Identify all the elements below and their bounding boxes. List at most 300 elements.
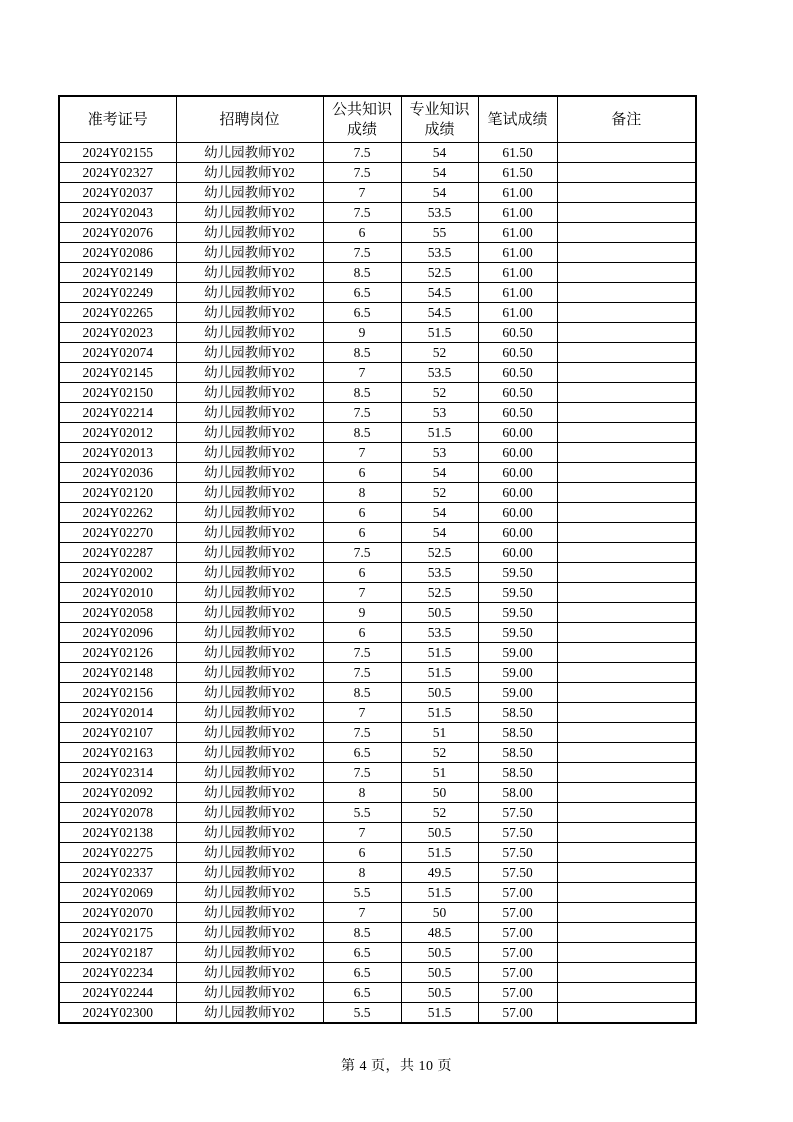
remarks-cell — [557, 143, 696, 163]
position-cell: 幼儿园教师Y02 — [176, 543, 323, 563]
public-score-cell: 6.5 — [323, 983, 401, 1003]
professional-score-cell: 49.5 — [401, 863, 478, 883]
header-position: 招聘岗位 — [176, 96, 323, 143]
public-score-cell: 7 — [323, 183, 401, 203]
exam-id-cell: 2024Y02163 — [59, 743, 176, 763]
written-score-cell: 60.00 — [478, 443, 557, 463]
written-score-cell: 59.00 — [478, 663, 557, 683]
table-row — [59, 463, 696, 483]
table-row — [59, 223, 696, 243]
remarks-cell — [557, 923, 696, 943]
page-number: 第 4 页，共 10 页 — [341, 1059, 452, 1074]
remarks-cell — [557, 223, 696, 243]
remarks-cell — [557, 943, 696, 963]
position-cell: 幼儿园教师Y02 — [176, 163, 323, 183]
public-score-cell: 8 — [323, 483, 401, 503]
position-cell: 幼儿园教师Y02 — [176, 763, 323, 783]
position-cell: 幼儿园教师Y02 — [176, 883, 323, 903]
written-score-cell: 59.50 — [478, 603, 557, 623]
table-row — [59, 603, 696, 623]
position-cell: 幼儿园教师Y02 — [176, 623, 323, 643]
position-cell: 幼儿园教师Y02 — [176, 563, 323, 583]
position-cell: 幼儿园教师Y02 — [176, 463, 323, 483]
position-cell: 幼儿园教师Y02 — [176, 803, 323, 823]
exam-id-cell: 2024Y02070 — [59, 903, 176, 923]
table-row — [59, 643, 696, 663]
header-exam-id: 准考证号 — [59, 96, 176, 143]
exam-id-cell: 2024Y02037 — [59, 183, 176, 203]
professional-score-cell: 53 — [401, 403, 478, 423]
position-cell: 幼儿园教师Y02 — [176, 983, 323, 1003]
professional-score-cell: 54 — [401, 183, 478, 203]
public-score-cell: 7.5 — [323, 543, 401, 563]
written-score-cell: 57.00 — [478, 883, 557, 903]
professional-score-cell: 50 — [401, 783, 478, 803]
public-score-cell: 6.5 — [323, 943, 401, 963]
table-row — [59, 903, 696, 923]
public-score-cell: 7.5 — [323, 643, 401, 663]
position-cell: 幼儿园教师Y02 — [176, 263, 323, 283]
remarks-cell — [557, 703, 696, 723]
position-cell: 幼儿园教师Y02 — [176, 303, 323, 323]
professional-score-cell: 51.5 — [401, 703, 478, 723]
table-row — [59, 143, 696, 163]
professional-score-cell: 50.5 — [401, 823, 478, 843]
exam-id-cell: 2024Y02148 — [59, 663, 176, 683]
header-public-knowledge-score: 公共知识 成绩 — [323, 96, 401, 143]
remarks-cell — [557, 343, 696, 363]
table-row — [59, 483, 696, 503]
position-cell: 幼儿园教师Y02 — [176, 603, 323, 623]
exam-id-cell: 2024Y02156 — [59, 683, 176, 703]
written-score-cell: 59.00 — [478, 683, 557, 703]
exam-id-cell: 2024Y02300 — [59, 1003, 176, 1024]
written-score-cell: 61.00 — [478, 303, 557, 323]
table-row — [59, 983, 696, 1003]
header-row — [59, 96, 696, 143]
public-score-cell: 6 — [323, 223, 401, 243]
public-score-cell: 6 — [323, 843, 401, 863]
position-cell: 幼儿园教师Y02 — [176, 783, 323, 803]
remarks-cell — [557, 183, 696, 203]
professional-score-cell: 51.5 — [401, 883, 478, 903]
public-score-cell: 8 — [323, 863, 401, 883]
professional-score-cell: 50 — [401, 903, 478, 923]
position-cell: 幼儿园教师Y02 — [176, 943, 323, 963]
written-score-cell: 61.00 — [478, 263, 557, 283]
score-table-body — [59, 143, 696, 1024]
public-score-cell: 7.5 — [323, 663, 401, 683]
exam-id-cell: 2024Y02270 — [59, 523, 176, 543]
professional-score-cell: 51 — [401, 763, 478, 783]
exam-id-cell: 2024Y02155 — [59, 143, 176, 163]
public-score-cell: 9 — [323, 323, 401, 343]
written-score-cell: 57.00 — [478, 963, 557, 983]
table-row — [59, 363, 696, 383]
public-score-cell: 8.5 — [323, 383, 401, 403]
professional-score-cell: 54 — [401, 143, 478, 163]
position-cell: 幼儿园教师Y02 — [176, 363, 323, 383]
professional-score-cell: 52 — [401, 383, 478, 403]
remarks-cell — [557, 203, 696, 223]
score-table-header — [59, 96, 696, 143]
written-score-cell: 58.50 — [478, 763, 557, 783]
table-row — [59, 203, 696, 223]
remarks-cell — [557, 383, 696, 403]
position-cell: 幼儿园教师Y02 — [176, 143, 323, 163]
position-cell: 幼儿园教师Y02 — [176, 743, 323, 763]
public-score-cell: 8.5 — [323, 423, 401, 443]
position-cell: 幼儿园教师Y02 — [176, 203, 323, 223]
remarks-cell — [557, 643, 696, 663]
remarks-cell — [557, 863, 696, 883]
public-score-cell: 8 — [323, 783, 401, 803]
remarks-cell — [557, 523, 696, 543]
remarks-cell — [557, 1003, 696, 1024]
exam-id-cell: 2024Y02010 — [59, 583, 176, 603]
written-score-cell: 60.00 — [478, 483, 557, 503]
written-score-cell: 60.50 — [478, 403, 557, 423]
written-score-cell: 61.00 — [478, 243, 557, 263]
written-score-cell: 57.00 — [478, 1003, 557, 1024]
public-score-cell: 7.5 — [323, 403, 401, 423]
table-row — [59, 863, 696, 883]
remarks-cell — [557, 683, 696, 703]
written-score-cell: 61.00 — [478, 203, 557, 223]
position-cell: 幼儿园教师Y02 — [176, 183, 323, 203]
exam-id-cell: 2024Y02214 — [59, 403, 176, 423]
exam-id-cell: 2024Y02096 — [59, 623, 176, 643]
written-score-cell: 60.50 — [478, 343, 557, 363]
professional-score-cell: 55 — [401, 223, 478, 243]
exam-id-cell: 2024Y02262 — [59, 503, 176, 523]
table-row — [59, 1003, 696, 1024]
written-score-cell: 61.00 — [478, 183, 557, 203]
public-score-cell: 7 — [323, 703, 401, 723]
exam-id-cell: 2024Y02327 — [59, 163, 176, 183]
professional-score-cell: 53 — [401, 443, 478, 463]
remarks-cell — [557, 823, 696, 843]
exam-id-cell: 2024Y02175 — [59, 923, 176, 943]
written-score-cell: 57.00 — [478, 923, 557, 943]
written-score-cell: 58.50 — [478, 723, 557, 743]
written-score-cell: 60.50 — [478, 383, 557, 403]
professional-score-cell: 54 — [401, 163, 478, 183]
professional-score-cell: 52.5 — [401, 263, 478, 283]
public-score-cell: 7 — [323, 903, 401, 923]
exam-id-cell: 2024Y02244 — [59, 983, 176, 1003]
public-score-cell: 7.5 — [323, 723, 401, 743]
remarks-cell — [557, 243, 696, 263]
professional-score-cell: 50.5 — [401, 943, 478, 963]
written-score-cell: 59.50 — [478, 583, 557, 603]
position-cell: 幼儿园教师Y02 — [176, 423, 323, 443]
public-score-cell: 8.5 — [323, 923, 401, 943]
professional-score-cell: 51.5 — [401, 663, 478, 683]
table-row — [59, 743, 696, 763]
position-cell: 幼儿园教师Y02 — [176, 823, 323, 843]
position-cell: 幼儿园教师Y02 — [176, 243, 323, 263]
professional-score-cell: 52 — [401, 483, 478, 503]
professional-score-cell: 51.5 — [401, 843, 478, 863]
written-score-cell: 60.00 — [478, 463, 557, 483]
written-score-cell: 61.50 — [478, 143, 557, 163]
written-score-cell: 61.50 — [478, 163, 557, 183]
public-score-cell: 5.5 — [323, 803, 401, 823]
table-row — [59, 843, 696, 863]
public-score-cell: 8.5 — [323, 683, 401, 703]
remarks-cell — [557, 483, 696, 503]
professional-score-cell: 51.5 — [401, 643, 478, 663]
position-cell: 幼儿园教师Y02 — [176, 383, 323, 403]
table-row — [59, 783, 696, 803]
position-cell: 幼儿园教师Y02 — [176, 283, 323, 303]
professional-score-cell: 53.5 — [401, 203, 478, 223]
written-score-cell: 60.50 — [478, 323, 557, 343]
public-score-cell: 7 — [323, 823, 401, 843]
position-cell: 幼儿园教师Y02 — [176, 703, 323, 723]
remarks-cell — [557, 903, 696, 923]
position-cell: 幼儿园教师Y02 — [176, 923, 323, 943]
professional-score-cell: 54 — [401, 523, 478, 543]
written-score-cell: 61.00 — [478, 283, 557, 303]
professional-score-cell: 48.5 — [401, 923, 478, 943]
exam-id-cell: 2024Y02126 — [59, 643, 176, 663]
exam-id-cell: 2024Y02092 — [59, 783, 176, 803]
exam-id-cell: 2024Y02249 — [59, 283, 176, 303]
written-score-cell: 57.50 — [478, 863, 557, 883]
exam-id-cell: 2024Y02023 — [59, 323, 176, 343]
professional-score-cell: 51 — [401, 723, 478, 743]
table-row — [59, 963, 696, 983]
exam-id-cell: 2024Y02078 — [59, 803, 176, 823]
table-row — [59, 623, 696, 643]
written-score-cell: 59.50 — [478, 623, 557, 643]
position-cell: 幼儿园教师Y02 — [176, 583, 323, 603]
table-row — [59, 583, 696, 603]
written-score-cell: 60.00 — [478, 523, 557, 543]
professional-score-cell: 50.5 — [401, 983, 478, 1003]
remarks-cell — [557, 603, 696, 623]
table-row — [59, 803, 696, 823]
position-cell: 幼儿园教师Y02 — [176, 863, 323, 883]
exam-id-cell: 2024Y02150 — [59, 383, 176, 403]
table-row — [59, 343, 696, 363]
remarks-cell — [557, 283, 696, 303]
table-row — [59, 943, 696, 963]
professional-score-cell: 53.5 — [401, 563, 478, 583]
public-score-cell: 6 — [323, 463, 401, 483]
remarks-cell — [557, 503, 696, 523]
remarks-cell — [557, 163, 696, 183]
exam-id-cell: 2024Y02107 — [59, 723, 176, 743]
public-score-cell: 7.5 — [323, 163, 401, 183]
professional-score-cell: 54 — [401, 463, 478, 483]
exam-id-cell: 2024Y02069 — [59, 883, 176, 903]
exam-id-cell: 2024Y02013 — [59, 443, 176, 463]
public-score-cell: 6.5 — [323, 303, 401, 323]
remarks-cell — [557, 803, 696, 823]
remarks-cell — [557, 623, 696, 643]
table-row — [59, 883, 696, 903]
header-written-score: 笔试成绩 — [478, 96, 557, 143]
exam-id-cell: 2024Y02145 — [59, 363, 176, 383]
written-score-cell: 60.00 — [478, 503, 557, 523]
public-score-cell: 7 — [323, 583, 401, 603]
exam-id-cell: 2024Y02265 — [59, 303, 176, 323]
public-score-cell: 6 — [323, 523, 401, 543]
position-cell: 幼儿园教师Y02 — [176, 683, 323, 703]
table-row — [59, 703, 696, 723]
written-score-cell: 59.00 — [478, 643, 557, 663]
professional-score-cell: 50.5 — [401, 963, 478, 983]
table-row — [59, 283, 696, 303]
exam-id-cell: 2024Y02187 — [59, 943, 176, 963]
header-professional-knowledge-score: 专业知识 成绩 — [401, 96, 478, 143]
position-cell: 幼儿园教师Y02 — [176, 343, 323, 363]
professional-score-cell: 51.5 — [401, 423, 478, 443]
position-cell: 幼儿园教师Y02 — [176, 443, 323, 463]
exam-id-cell: 2024Y02086 — [59, 243, 176, 263]
position-cell: 幼儿园教师Y02 — [176, 963, 323, 983]
professional-score-cell: 50.5 — [401, 603, 478, 623]
professional-score-cell: 53.5 — [401, 363, 478, 383]
position-cell: 幼儿园教师Y02 — [176, 843, 323, 863]
professional-score-cell: 50.5 — [401, 683, 478, 703]
written-score-cell: 60.50 — [478, 363, 557, 383]
table-row — [59, 563, 696, 583]
exam-id-cell: 2024Y02074 — [59, 343, 176, 363]
exam-id-cell: 2024Y02076 — [59, 223, 176, 243]
position-cell: 幼儿园教师Y02 — [176, 723, 323, 743]
remarks-cell — [557, 783, 696, 803]
professional-score-cell: 52.5 — [401, 543, 478, 563]
position-cell: 幼儿园教师Y02 — [176, 643, 323, 663]
remarks-cell — [557, 563, 696, 583]
public-score-cell: 7 — [323, 443, 401, 463]
professional-score-cell: 52 — [401, 343, 478, 363]
exam-id-cell: 2024Y02234 — [59, 963, 176, 983]
professional-score-cell: 52 — [401, 803, 478, 823]
professional-score-cell: 53.5 — [401, 243, 478, 263]
public-score-cell: 9 — [323, 603, 401, 623]
table-row — [59, 303, 696, 323]
written-score-cell: 57.00 — [478, 983, 557, 1003]
remarks-cell — [557, 963, 696, 983]
remarks-cell — [557, 263, 696, 283]
table-row — [59, 443, 696, 463]
remarks-cell — [557, 583, 696, 603]
exam-id-cell: 2024Y02036 — [59, 463, 176, 483]
exam-id-cell: 2024Y02138 — [59, 823, 176, 843]
written-score-cell: 57.50 — [478, 803, 557, 823]
table-row — [59, 423, 696, 443]
table-row — [59, 543, 696, 563]
remarks-cell — [557, 363, 696, 383]
table-row — [59, 763, 696, 783]
written-score-cell: 57.50 — [478, 823, 557, 843]
score-table — [58, 95, 697, 1024]
table-row — [59, 823, 696, 843]
table-row — [59, 383, 696, 403]
written-score-cell: 59.50 — [478, 563, 557, 583]
professional-score-cell: 52 — [401, 743, 478, 763]
written-score-cell: 57.00 — [478, 943, 557, 963]
public-score-cell: 7.5 — [323, 203, 401, 223]
table-row — [59, 503, 696, 523]
professional-score-cell: 53.5 — [401, 623, 478, 643]
table-row — [59, 723, 696, 743]
exam-id-cell: 2024Y02043 — [59, 203, 176, 223]
written-score-cell: 57.00 — [478, 903, 557, 923]
exam-id-cell: 2024Y02058 — [59, 603, 176, 623]
remarks-cell — [557, 543, 696, 563]
public-score-cell: 6 — [323, 623, 401, 643]
professional-score-cell: 51.5 — [401, 323, 478, 343]
professional-score-cell: 54.5 — [401, 303, 478, 323]
exam-id-cell: 2024Y02002 — [59, 563, 176, 583]
professional-score-cell: 52.5 — [401, 583, 478, 603]
public-score-cell: 7.5 — [323, 243, 401, 263]
written-score-cell: 58.00 — [478, 783, 557, 803]
remarks-cell — [557, 843, 696, 863]
public-score-cell: 5.5 — [323, 883, 401, 903]
public-score-cell: 8.5 — [323, 343, 401, 363]
written-score-cell: 58.50 — [478, 743, 557, 763]
remarks-cell — [557, 463, 696, 483]
public-score-cell: 6 — [323, 503, 401, 523]
position-cell: 幼儿园教师Y02 — [176, 223, 323, 243]
exam-id-cell: 2024Y02014 — [59, 703, 176, 723]
exam-id-cell: 2024Y02314 — [59, 763, 176, 783]
exam-id-cell: 2024Y02120 — [59, 483, 176, 503]
written-score-cell: 60.00 — [478, 423, 557, 443]
table-row — [59, 683, 696, 703]
position-cell: 幼儿园教师Y02 — [176, 503, 323, 523]
remarks-cell — [557, 723, 696, 743]
written-score-cell: 58.50 — [478, 703, 557, 723]
exam-id-cell: 2024Y02337 — [59, 863, 176, 883]
position-cell: 幼儿园教师Y02 — [176, 663, 323, 683]
professional-score-cell: 51.5 — [401, 1003, 478, 1024]
public-score-cell: 6.5 — [323, 963, 401, 983]
table-row — [59, 323, 696, 343]
table-row — [59, 923, 696, 943]
public-score-cell: 8.5 — [323, 263, 401, 283]
public-score-cell: 6.5 — [323, 283, 401, 303]
position-cell: 幼儿园教师Y02 — [176, 323, 323, 343]
position-cell: 幼儿园教师Y02 — [176, 1003, 323, 1024]
position-cell: 幼儿园教师Y02 — [176, 403, 323, 423]
remarks-cell — [557, 323, 696, 343]
remarks-cell — [557, 763, 696, 783]
position-cell: 幼儿园教师Y02 — [176, 523, 323, 543]
exam-id-cell: 2024Y02287 — [59, 543, 176, 563]
table-row — [59, 263, 696, 283]
table-row — [59, 523, 696, 543]
public-score-cell: 5.5 — [323, 1003, 401, 1024]
remarks-cell — [557, 303, 696, 323]
remarks-cell — [557, 423, 696, 443]
remarks-cell — [557, 983, 696, 1003]
public-score-cell: 7.5 — [323, 143, 401, 163]
public-score-cell: 7 — [323, 363, 401, 383]
remarks-cell — [557, 443, 696, 463]
table-row — [59, 163, 696, 183]
exam-id-cell: 2024Y02012 — [59, 423, 176, 443]
table-row — [59, 183, 696, 203]
public-score-cell: 7.5 — [323, 763, 401, 783]
